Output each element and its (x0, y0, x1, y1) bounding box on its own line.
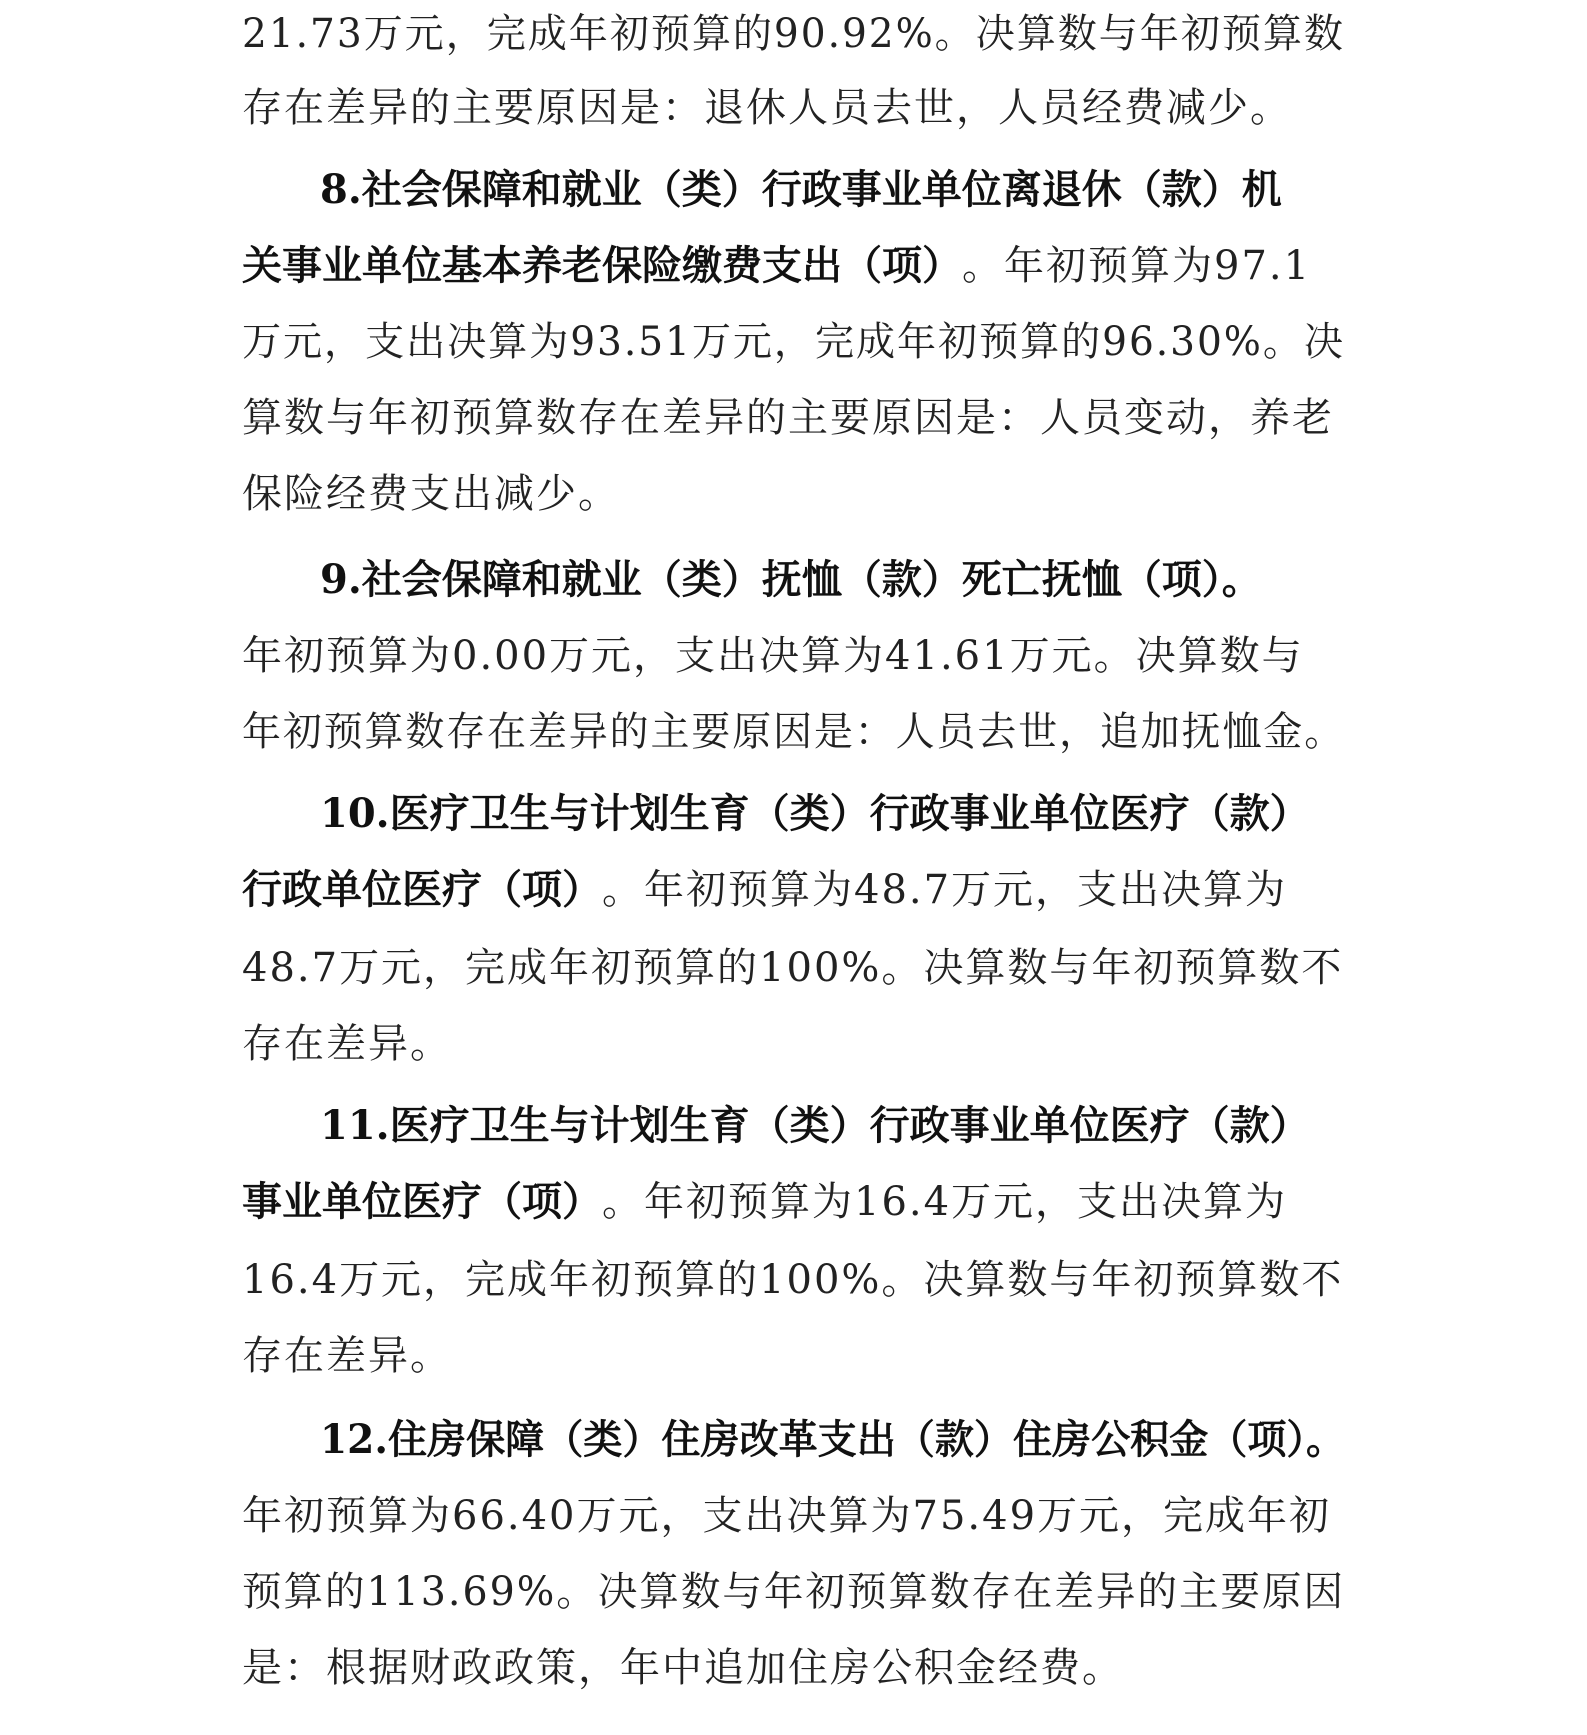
text-line (242, 1638, 1342, 1698)
item-10-heading-cont: 行政单位医疗（项） (242, 866, 602, 913)
item-8-heading-cont: 关事业单位基本养老保险缴费支出（项） (242, 242, 962, 289)
text-line (242, 236, 1342, 296)
text-line (242, 1486, 1342, 1546)
text-span: 9.社会保障和就业（类）抚恤（款）死亡抚恤（项）。 (320, 556, 1262, 603)
text-span: 年初预算数存在差异的主要原因是：人员去世，追加抚恤金。 (242, 709, 1346, 755)
text-line (242, 4, 1345, 64)
item-8-heading (320, 160, 1420, 220)
text-span: 年初预算为0.00万元，支出决算为41.61万元。决算数与 (242, 633, 1304, 679)
text-span: 21.73万元，完成年初预算的90.92%。决算数与年初预算数 (242, 11, 1345, 57)
text-span: 。年初预算为16.4万元，支出决算为 (602, 1179, 1288, 1225)
text-span: 算数与年初预算数存在差异的主要原因是：人员变动，养老 (242, 395, 1334, 441)
text-line (242, 1250, 1342, 1310)
text-span: 11.医疗卫生与计划生育（类）行政事业单位医疗（款） (320, 1102, 1310, 1149)
item-12-heading (320, 1410, 1394, 1470)
text-span: 是：根据财政政策，年中追加住房公积金经费。 (242, 1645, 1124, 1691)
text-span: 存在差异的主要原因是：退休人员去世，人员经费减少。 (242, 85, 1292, 131)
text-span: 存在差异。 (242, 1333, 452, 1379)
text-line (242, 1562, 1346, 1622)
text-span: 16.4万元，完成年初预算的100%。决算数与年初预算数不 (242, 1257, 1344, 1303)
text-span: 预算的113.69%。决算数与年初预算数存在差异的主要原因 (242, 1569, 1346, 1615)
text-span: 万元，支出决算为93.51万元，完成年初预算的96.30%。决 (242, 319, 1345, 365)
item-9-heading (320, 550, 1420, 610)
text-line (242, 626, 1342, 686)
text-line (242, 860, 1342, 920)
item-11-heading (320, 1096, 1420, 1156)
text-span: 存在差异。 (242, 1021, 452, 1067)
text-span: 。年初预算为48.7万元，支出决算为 (602, 867, 1288, 913)
text-line (242, 1014, 1342, 1074)
text-span: 12.住房保障（类）住房改革支出（款）住房公积金（项）。 (320, 1416, 1346, 1463)
text-line (242, 1172, 1342, 1232)
text-span: 10.医疗卫生与计划生育（类）行政事业单位医疗（款） (320, 790, 1310, 837)
text-line (242, 388, 1342, 448)
text-line (242, 464, 1342, 524)
item-10-heading (320, 784, 1420, 844)
text-span: 年初预算为66.40万元，支出决算为75.49万元，完成年初 (242, 1493, 1332, 1539)
text-span: 8.社会保障和就业（类）行政事业单位离退休（款）机 (320, 166, 1282, 213)
text-span: 保险经费支出减少。 (242, 471, 620, 517)
text-line (242, 702, 1346, 762)
text-span: 。年初预算为97.1 (962, 243, 1312, 289)
text-span: 48.7万元，完成年初预算的100%。决算数与年初预算数不 (242, 945, 1344, 991)
item-11-heading-cont: 事业单位医疗（项） (242, 1178, 602, 1225)
text-line (242, 312, 1345, 372)
text-line (242, 78, 1342, 138)
text-line (242, 938, 1342, 998)
text-line (242, 1326, 1342, 1386)
